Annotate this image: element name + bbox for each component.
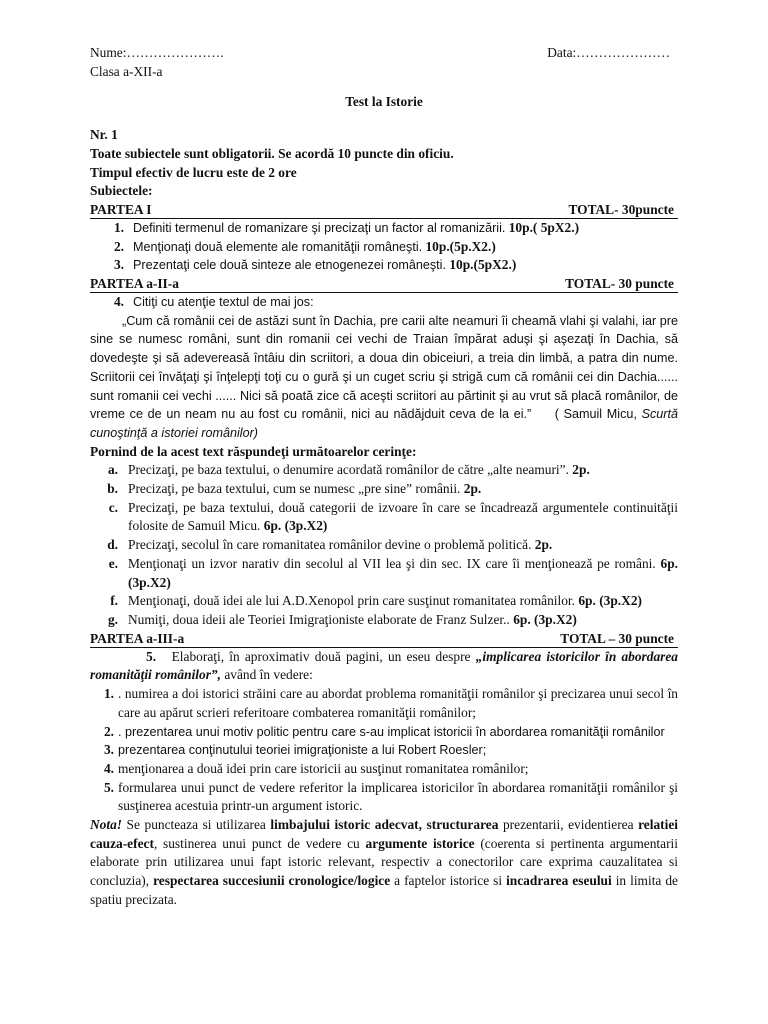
question-text: Elaboraţi, în aproximativ două pagini, un eseu despre [171,648,471,664]
question-points: 10p.(5p.X2.) [425,238,496,254]
part-1-total: TOTAL- 30puncte [568,201,674,217]
class-label: Clasa a-XII-a [90,63,163,79]
question-letter: f. [110,593,118,609]
question-text: Menţionaţi un izvor narativ din secolul al VII lea şi din sec. IX care îi menţionează pe români. [128,555,656,571]
essay-requirement [90,779,678,816]
instructions-line-3: Subiectele: [90,183,153,199]
quote-text: „Cum că românii cei de astăzi sunt în Dachia, pre carii alte neamuri îi cheamă vlahi şi valahi, iar pre sine se numesc români, sunt din romanii cei vechi de Traian împărat aduşi şi aşezaţi în Dachia, să dovedeşte şi să adevereasă întâiu din scriitori, a doua din obiceiuri, a treia din limbă, a patra din nume. Scriitorii cei învăţaţi şi înţelepţi toţi cu o gură şi un cuget scriu şi strigă cum că românii cei din Dachia...... sunt romanii cei vechi ...... Nici să poată zice că aceşti scriitori au părtinit şi au vrut să placă românilor, de vreme ce de un neam nu au fost cu românii, nici au nădăjduit ceva de la ei.” [90,313,678,422]
part-2-question [90,499,678,536]
note-text: , sustinerea unui punct de vedere cu [153,835,366,851]
part-1-question [90,219,678,238]
question-letter: e. [108,555,118,571]
question-number: 2. [113,238,124,254]
part-2-heading [90,275,678,293]
question-points: 2p. [572,462,590,478]
part-2-total: TOTAL- 30 puncte [565,276,674,292]
question-text: Menţionaţi, două idei ale lui A.D.Xenopol prin care susţinut romanitatea românilor. [128,593,575,609]
question-text: Citiţi cu atenţie textul de mai jos: [133,295,314,310]
note-emphasis: relatiei cauza-efect [90,817,678,851]
part-2-question [90,611,678,630]
question-letter: d. [107,537,118,553]
question-points: 6p. (3p.X2) [578,593,642,609]
requirement-text: prezentarea conţinutului teoriei imigraţioniste a lui Robert Roesler; [118,743,487,758]
essay-requirement [90,685,678,722]
instructions-line-1: Toate subiectele sunt obligatorii. Se acordă 10 puncte din oficiu. [90,145,454,161]
source-quote [90,312,678,443]
essay-requirement [90,760,678,779]
essay-requirement [90,741,678,760]
question-text: Precizaţi, pe baza textului, o denumire acordată românilor de către „alte neamuri”. [128,462,569,478]
requirement-text: menţionarea a două idei prin care istoricii au susţinut romanitatea românilor; [118,760,529,776]
requirement-text: . numirea a doi istorici străini care au abordat problema romanităţii românilor şi precizarea unui secol în care au apărut scrieri referitoare combaterea romanităţii românilor; [118,686,678,720]
part-2-question [90,555,678,592]
part-2-question [90,480,678,499]
header-row [90,44,678,63]
quote-source: ( Samuil Micu, [554,407,637,422]
name-field-label: Nume:…………………. [90,45,224,60]
question-5 [90,648,678,685]
part-2-title: PARTEA a-II-a [90,276,179,292]
requirement-number: 5. [103,779,114,795]
note-text: in limita de spatiu precizata. [90,873,678,907]
part-3-total: TOTAL – 30 puncte [560,630,674,646]
note-label: Nota! [90,817,122,833]
question-letter: c. [108,499,118,515]
note-emphasis: incadrarea eseului [506,873,612,889]
question-text: Menţionaţi două elemente ale romanităţii româneşti. [133,239,423,254]
question-points: 10p.( 5pX2.) [508,219,580,235]
part-2-question [90,592,678,611]
part-1-question [90,238,678,257]
test-number: Nr. 1 [90,127,118,143]
note-text: (coerenta si pertinenta argumentarii elaborate prin utilizarea unui fapt istoric relevant, respectiv a conectorilor care exprima cauzalitatea si concluzia), [90,835,678,889]
question-tail: având în vedere: [224,667,313,683]
note-emphasis: argumente istorice [365,835,475,851]
note-emphasis: respectarea succesiunii cronologice/logice [153,873,391,889]
quote-work-title: Scurtă cunoştinţă a istoriei românilor) [90,407,678,440]
note-text: prezentarii, evidentierea [498,817,639,833]
question-letter: a. [107,462,118,478]
grading-note [90,816,678,910]
part-2-question [90,461,678,480]
note-text: Se puncteaza si utilizarea [122,817,271,833]
part-1-question [90,256,678,275]
question-number: 4. [113,294,124,310]
question-points: 2p. [534,537,553,553]
question-text: Precizaţi, pe baza textului, două categorii de izvoare în care se încadrează argumentele continuităţii folosite de Samuil Micu. [128,499,678,534]
question-number: 1. [113,219,124,235]
question-text: Precizaţi, secolul în care romanitatea românilor devine o problemă politică. [128,537,532,553]
part-1-heading [90,201,678,219]
requirement-text: formularea unui punct de vedere referitor la implicarea istoricilor în abordarea romanităţii românilor şi susţinerea acestuia printr-un argument istoric. [118,779,678,814]
question-number: 3. [113,257,124,273]
requirement-text: . prezentarea unui motiv politic pentru care s-au implicat istoricii în abordarea romanităţii românilor [118,724,665,739]
question-text: Numiţi, doua ideii ale Teoriei Imigraţioniste elaborate de Franz Sulzer.. [128,611,510,627]
note-emphasis: limbajului istoric adecvat, structurarea [270,817,499,833]
question-text: Prezentaţi cele două sinteze ale etnogenezei româneşti. [133,258,446,273]
question-points: 10p.(5pX2.) [449,257,517,273]
question-text: Definiti termenul de romanizare şi precizaţi un factor al romanizării. [133,220,506,235]
essay-topic: „implicarea istoricilor în abordarea romanităţii românilor”, [90,648,678,683]
question-letter: b. [107,481,118,497]
requirement-number: 2. [103,723,114,739]
question-text: Precizaţi, pe baza textului, cum se numesc „pre sine” românii. [128,481,461,497]
test-title: Test la Istorie [345,94,423,110]
note-text: a faptelor istorice si [390,873,507,889]
test-content [90,44,678,910]
question-points: 6p.(3p.X2) [128,555,678,590]
question-points: 2p. [463,481,482,497]
question-points: 6p. (3p.X2) [513,611,577,627]
part-2-question [90,536,678,555]
requirement-number: 3. [103,742,114,758]
part-1-title: PARTEA I [90,201,152,217]
part-3-heading [90,630,678,648]
date-field-label: Data:………………… [547,45,670,60]
instructions-line-2: Timpul efectiv de lucru este de 2 ore [90,164,297,180]
question-number: 5. [146,648,157,664]
part-3-title: PARTEA a-III-a [90,630,185,646]
requirement-number: 1. [103,686,114,702]
question-4 [90,293,678,312]
essay-requirement [90,723,678,742]
question-points: 6p. (3p.X2) [263,518,328,534]
requirement-number: 4. [103,760,114,776]
instruction-heading: Pornind de la acest text răspundeţi următoarelor cerinţe: [90,443,417,459]
question-letter: g. [107,611,118,627]
